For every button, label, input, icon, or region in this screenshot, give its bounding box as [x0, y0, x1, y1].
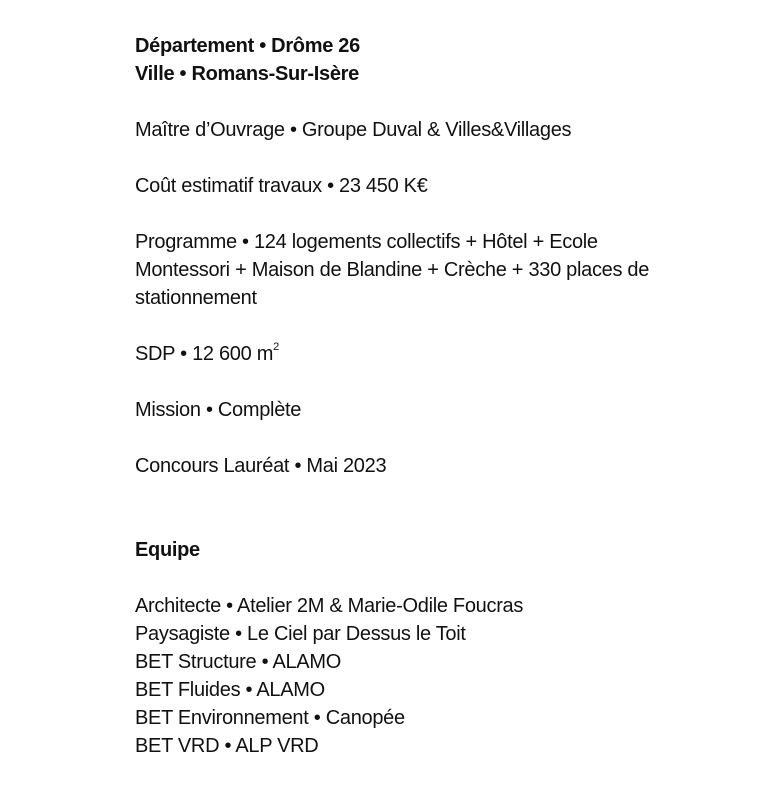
mission-line: Mission • Complète: [135, 399, 302, 421]
sdp-text: SDP • 12 600 m: [135, 343, 274, 365]
spacer: [135, 200, 735, 228]
equipe-member: BET Environnement • Canopée: [135, 707, 405, 729]
cout-line: Coût estimatif travaux • 23 450 K€: [135, 175, 428, 197]
ville-line: Ville • Romans-Sur-Isère: [135, 63, 359, 85]
departement-line: Département • Drôme 26: [135, 35, 360, 57]
equipe-member: Architecte • Atelier 2M & Marie-Odile Foucras: [135, 595, 524, 617]
sdp-line: [135, 340, 735, 368]
equipe-member: BET Structure • ALAMO: [135, 651, 341, 673]
project-sheet: [135, 32, 735, 760]
spacer: [135, 424, 735, 452]
spacer: [135, 312, 735, 340]
concours-line: Concours Lauréat • Mai 2023: [135, 455, 387, 477]
spacer: [135, 368, 735, 396]
spacer: [135, 564, 735, 592]
equipe-member: BET VRD • ALP VRD: [135, 735, 319, 757]
sdp-superscript: 2: [273, 341, 279, 354]
equipe-member: Paysagiste • Le Ciel par Dessus le Toit: [135, 623, 466, 645]
spacer: [135, 480, 735, 536]
equipe-title: Equipe: [135, 539, 200, 561]
spacer: [135, 88, 735, 116]
spacer: [135, 144, 735, 172]
programme-line: Programme • 124 logements collectifs + Hôtel + Ecole Montessori + Maison de Blandine + Crèche + 330 places de stationnement: [135, 231, 650, 309]
equipe-member: BET Fluides • ALAMO: [135, 679, 325, 701]
maitre-ouvrage-line: Maître d’Ouvrage • Groupe Duval & Villes&Villages: [135, 119, 572, 141]
